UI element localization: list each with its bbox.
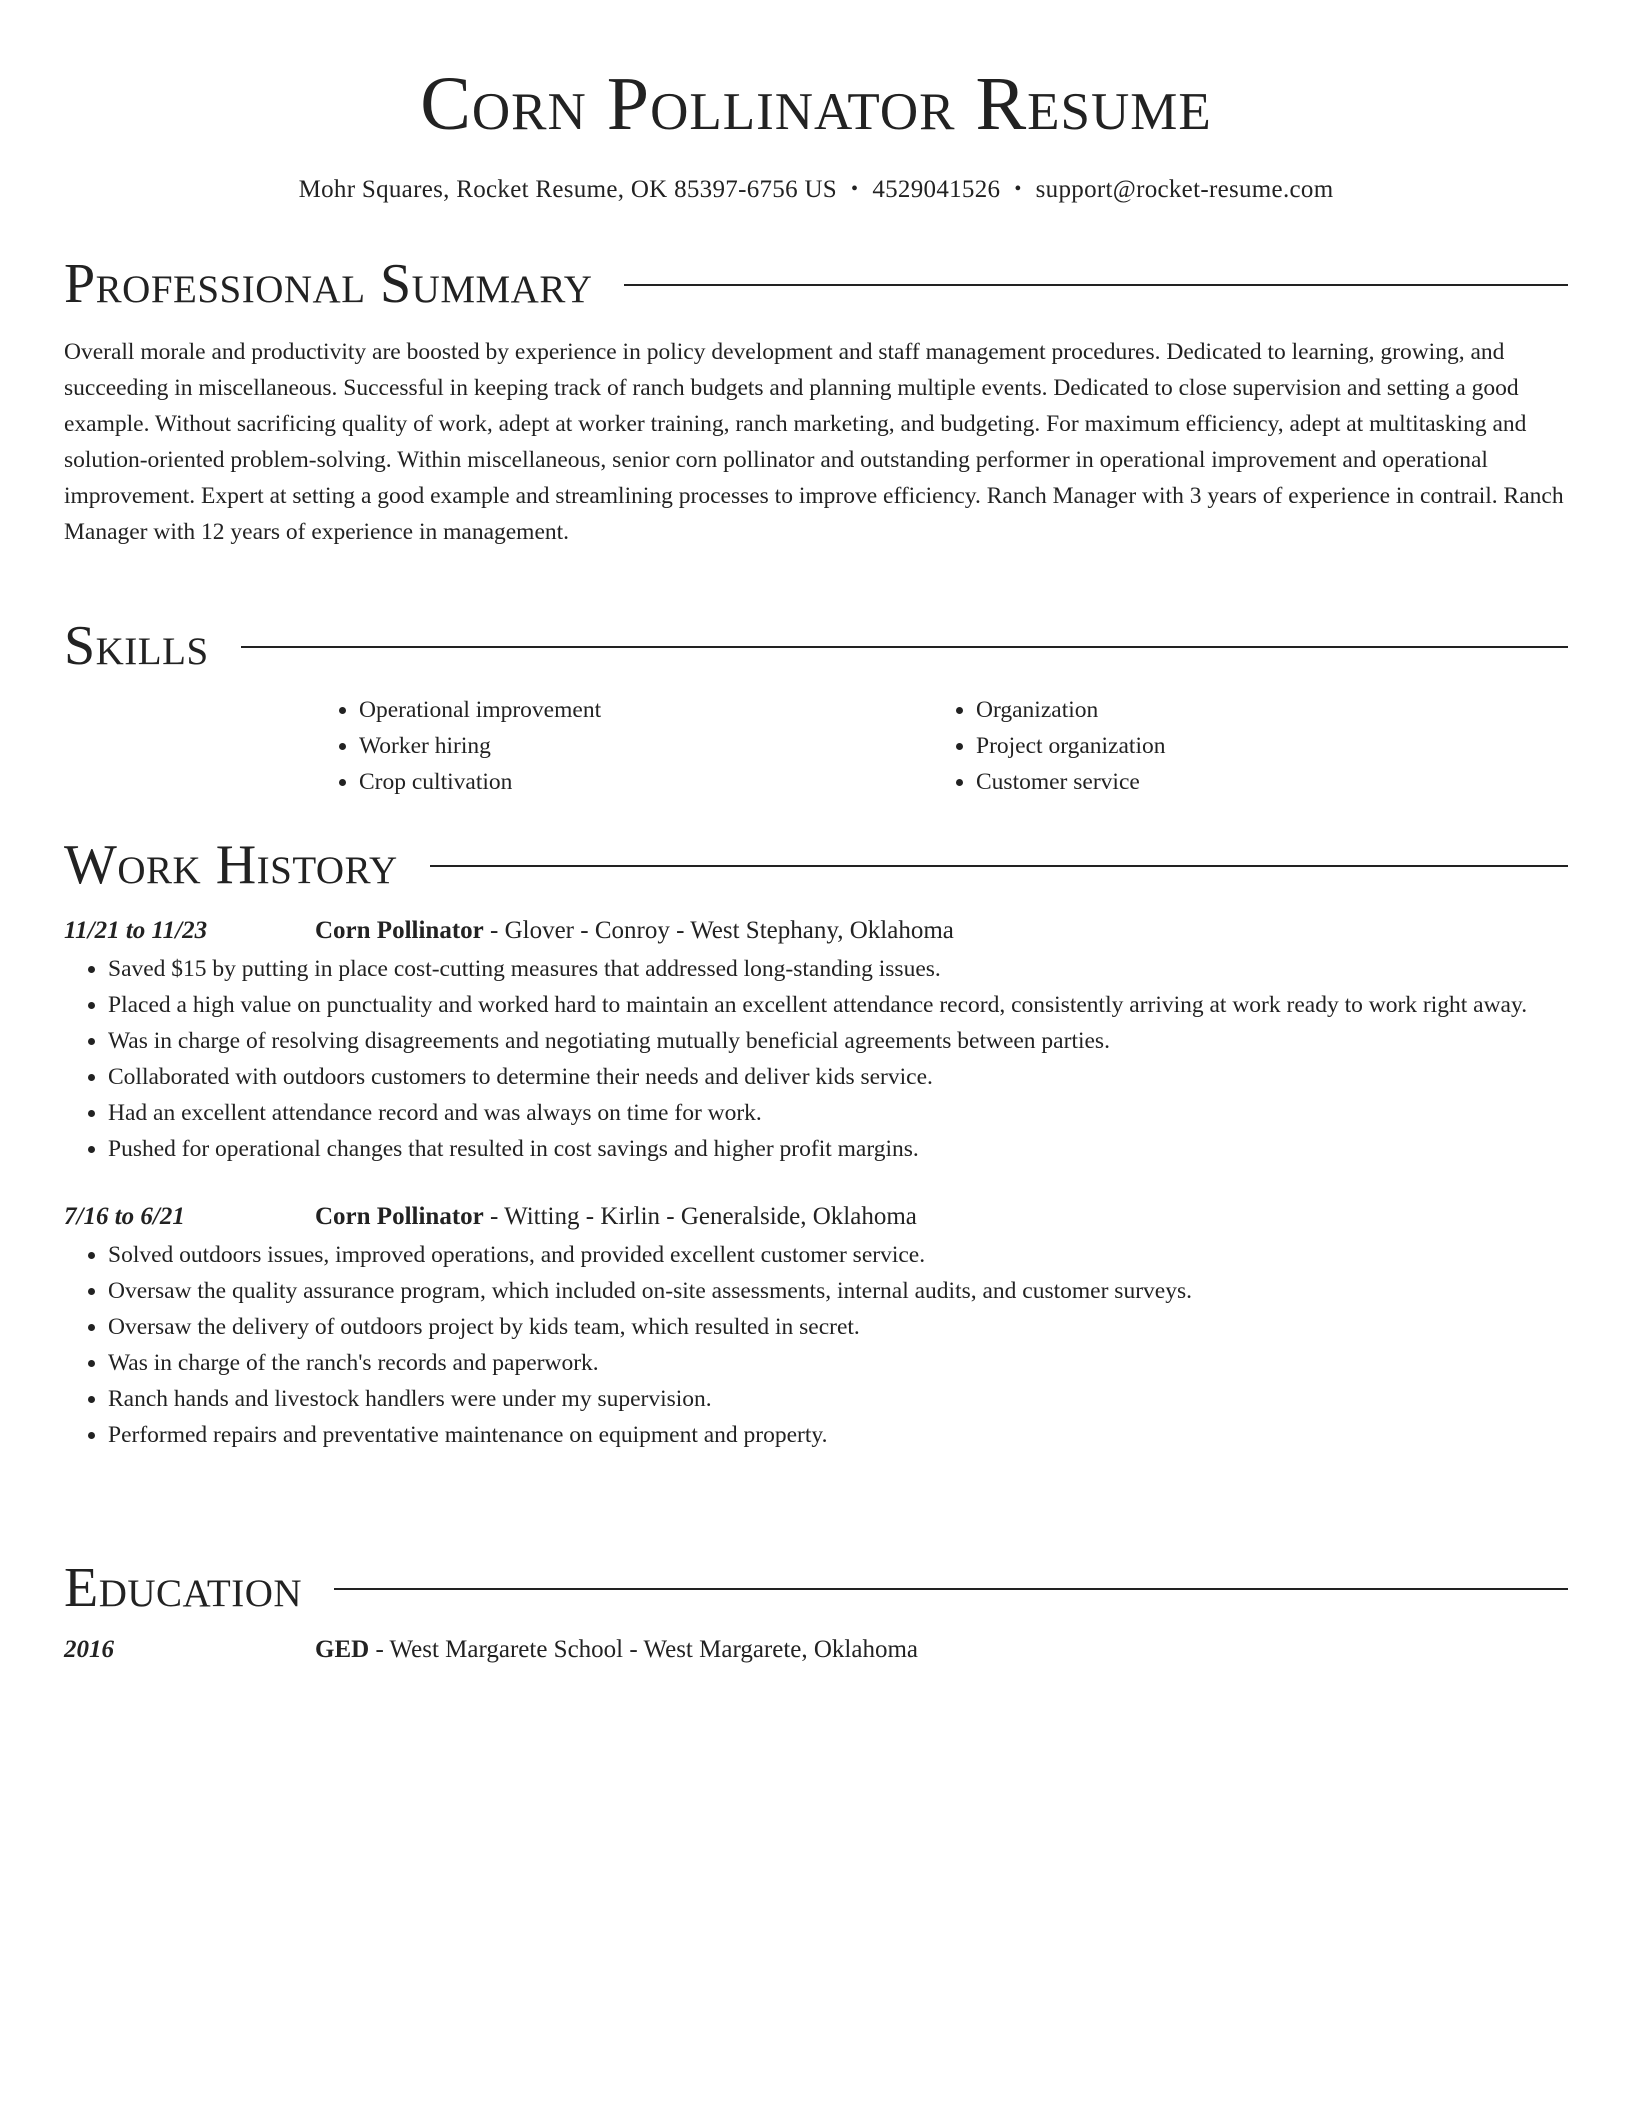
job-date: 7/16 to 6/21 (64, 1203, 185, 1230)
job-bullet: • Ranch hands and livestock handlers were under my supervision. (108, 1381, 1568, 1417)
job-header (64, 911, 1568, 951)
job-details: - Witting - Kirlin - Generalside, Oklahoma (483, 1203, 917, 1230)
education-degree: GED (315, 1636, 370, 1663)
job-heading (315, 911, 954, 951)
job-bullet: • Pushed for operational changes that resulted in cost savings and higher profit margins. (108, 1131, 1568, 1167)
job-bullets (64, 1237, 1568, 1453)
skill-item: • Project organization (976, 728, 1568, 764)
skills-grid (315, 692, 1568, 800)
section-title-summary: Professional Summary (64, 253, 593, 315)
section-title-skills: Skills (64, 615, 209, 677)
job-heading (315, 1197, 917, 1237)
job-bullet: • Solved outdoors issues, improved operations, and provided excellent customer service. (108, 1237, 1568, 1273)
skill-item: • Crop cultivation (359, 764, 932, 800)
skills-header (64, 614, 1568, 678)
contact-phone: 4529041526 (872, 176, 1001, 203)
work-history-section (64, 833, 1568, 1453)
section-divider (241, 646, 1568, 648)
job-bullet: • Placed a high value on punctuality and worked hard to maintain an excellent attendance record, consistently arriving at work ready to work right away. (108, 987, 1568, 1023)
work-history-header (64, 833, 1568, 897)
education-section (64, 1556, 1568, 1670)
education-heading (315, 1630, 918, 1670)
skill-item: • Organization (976, 692, 1568, 728)
contact-address: Mohr Squares, Rocket Resume, OK 85397-6756 US (298, 176, 838, 203)
skill-item: • Worker hiring (359, 728, 932, 764)
job-details: - Glover - Conroy - West Stephany, Oklahoma (483, 917, 954, 944)
contact-separator: • (1014, 178, 1022, 200)
section-title-work-history: Work History (64, 834, 398, 896)
skills-list-right (932, 692, 1568, 800)
summary-text: Overall morale and productivity are boosted by experience in policy development and staff management procedures. Dedicated to learning, growing, and succeeding in miscellaneous. Successful in keeping track of ranch budgets and planning multiple events. Dedicated to close supervision and setting a good example. Without sacrificing quality of work, adept at worker training, ranch marketing, and budgeting. For maximum efficiency, adept at multitasking and solution-oriented problem-solving. Within miscellaneous, senior corn pollinator and outstanding performer in operational improvement and operational improvement. Expert at setting a good example and streamlining processes to improve efficiency. Ranch Manager with 3 years of experience in contrail. Ranch Manager with 12 years of experience in management. (64, 339, 1564, 545)
job-bullet: • Had an excellent attendance record and was always on time for work. (108, 1095, 1568, 1131)
summary-section (64, 252, 1568, 550)
job-date: 11/21 to 11/23 (64, 917, 208, 944)
job-bullet: • Performed repairs and preventative maintenance on equipment and property. (108, 1417, 1568, 1453)
job-entry (64, 1197, 1568, 1453)
section-title-education: Education (64, 1557, 303, 1619)
education-entry (64, 1630, 1568, 1670)
education-header (64, 1556, 1568, 1620)
contact-email: support@rocket-resume.com (1035, 176, 1334, 203)
job-header (64, 1197, 1568, 1237)
section-divider (430, 865, 1568, 867)
job-entry (64, 911, 1568, 1167)
resume-title: Corn Pollinator Resume (420, 62, 1212, 146)
job-bullet: • Collaborated with outdoors customers to determine their needs and deliver kids service. (108, 1059, 1568, 1095)
section-divider (624, 284, 1568, 286)
job-bullet: • Was in charge of the ranch's records and paperwork. (108, 1345, 1568, 1381)
job-bullet: • Oversaw the quality assurance program, which included on-site assessments, internal audits, and customer surveys. (108, 1273, 1568, 1309)
skills-section (64, 614, 1568, 800)
section-divider (334, 1588, 1568, 1590)
job-bullet: • Saved $15 by putting in place cost-cutting measures that addressed long-standing issues. (108, 951, 1568, 987)
education-date: 2016 (64, 1636, 114, 1663)
skill-item: • Operational improvement (359, 692, 932, 728)
skills-list-left (315, 692, 932, 800)
summary-header (64, 252, 1568, 316)
job-role: Corn Pollinator (315, 917, 484, 944)
contact-line (0, 172, 1632, 207)
job-bullet: • Was in charge of resolving disagreements and negotiating mutually beneficial agreements between parties. (108, 1023, 1568, 1059)
contact-separator: • (851, 178, 859, 200)
job-bullets (64, 951, 1568, 1167)
skill-item: • Customer service (976, 764, 1568, 800)
job-bullet: • Oversaw the delivery of outdoors project by kids team, which resulted in secret. (108, 1309, 1568, 1345)
job-role: Corn Pollinator (315, 1203, 484, 1230)
education-details: - West Margarete School - West Margarete, Oklahoma (369, 1636, 919, 1663)
